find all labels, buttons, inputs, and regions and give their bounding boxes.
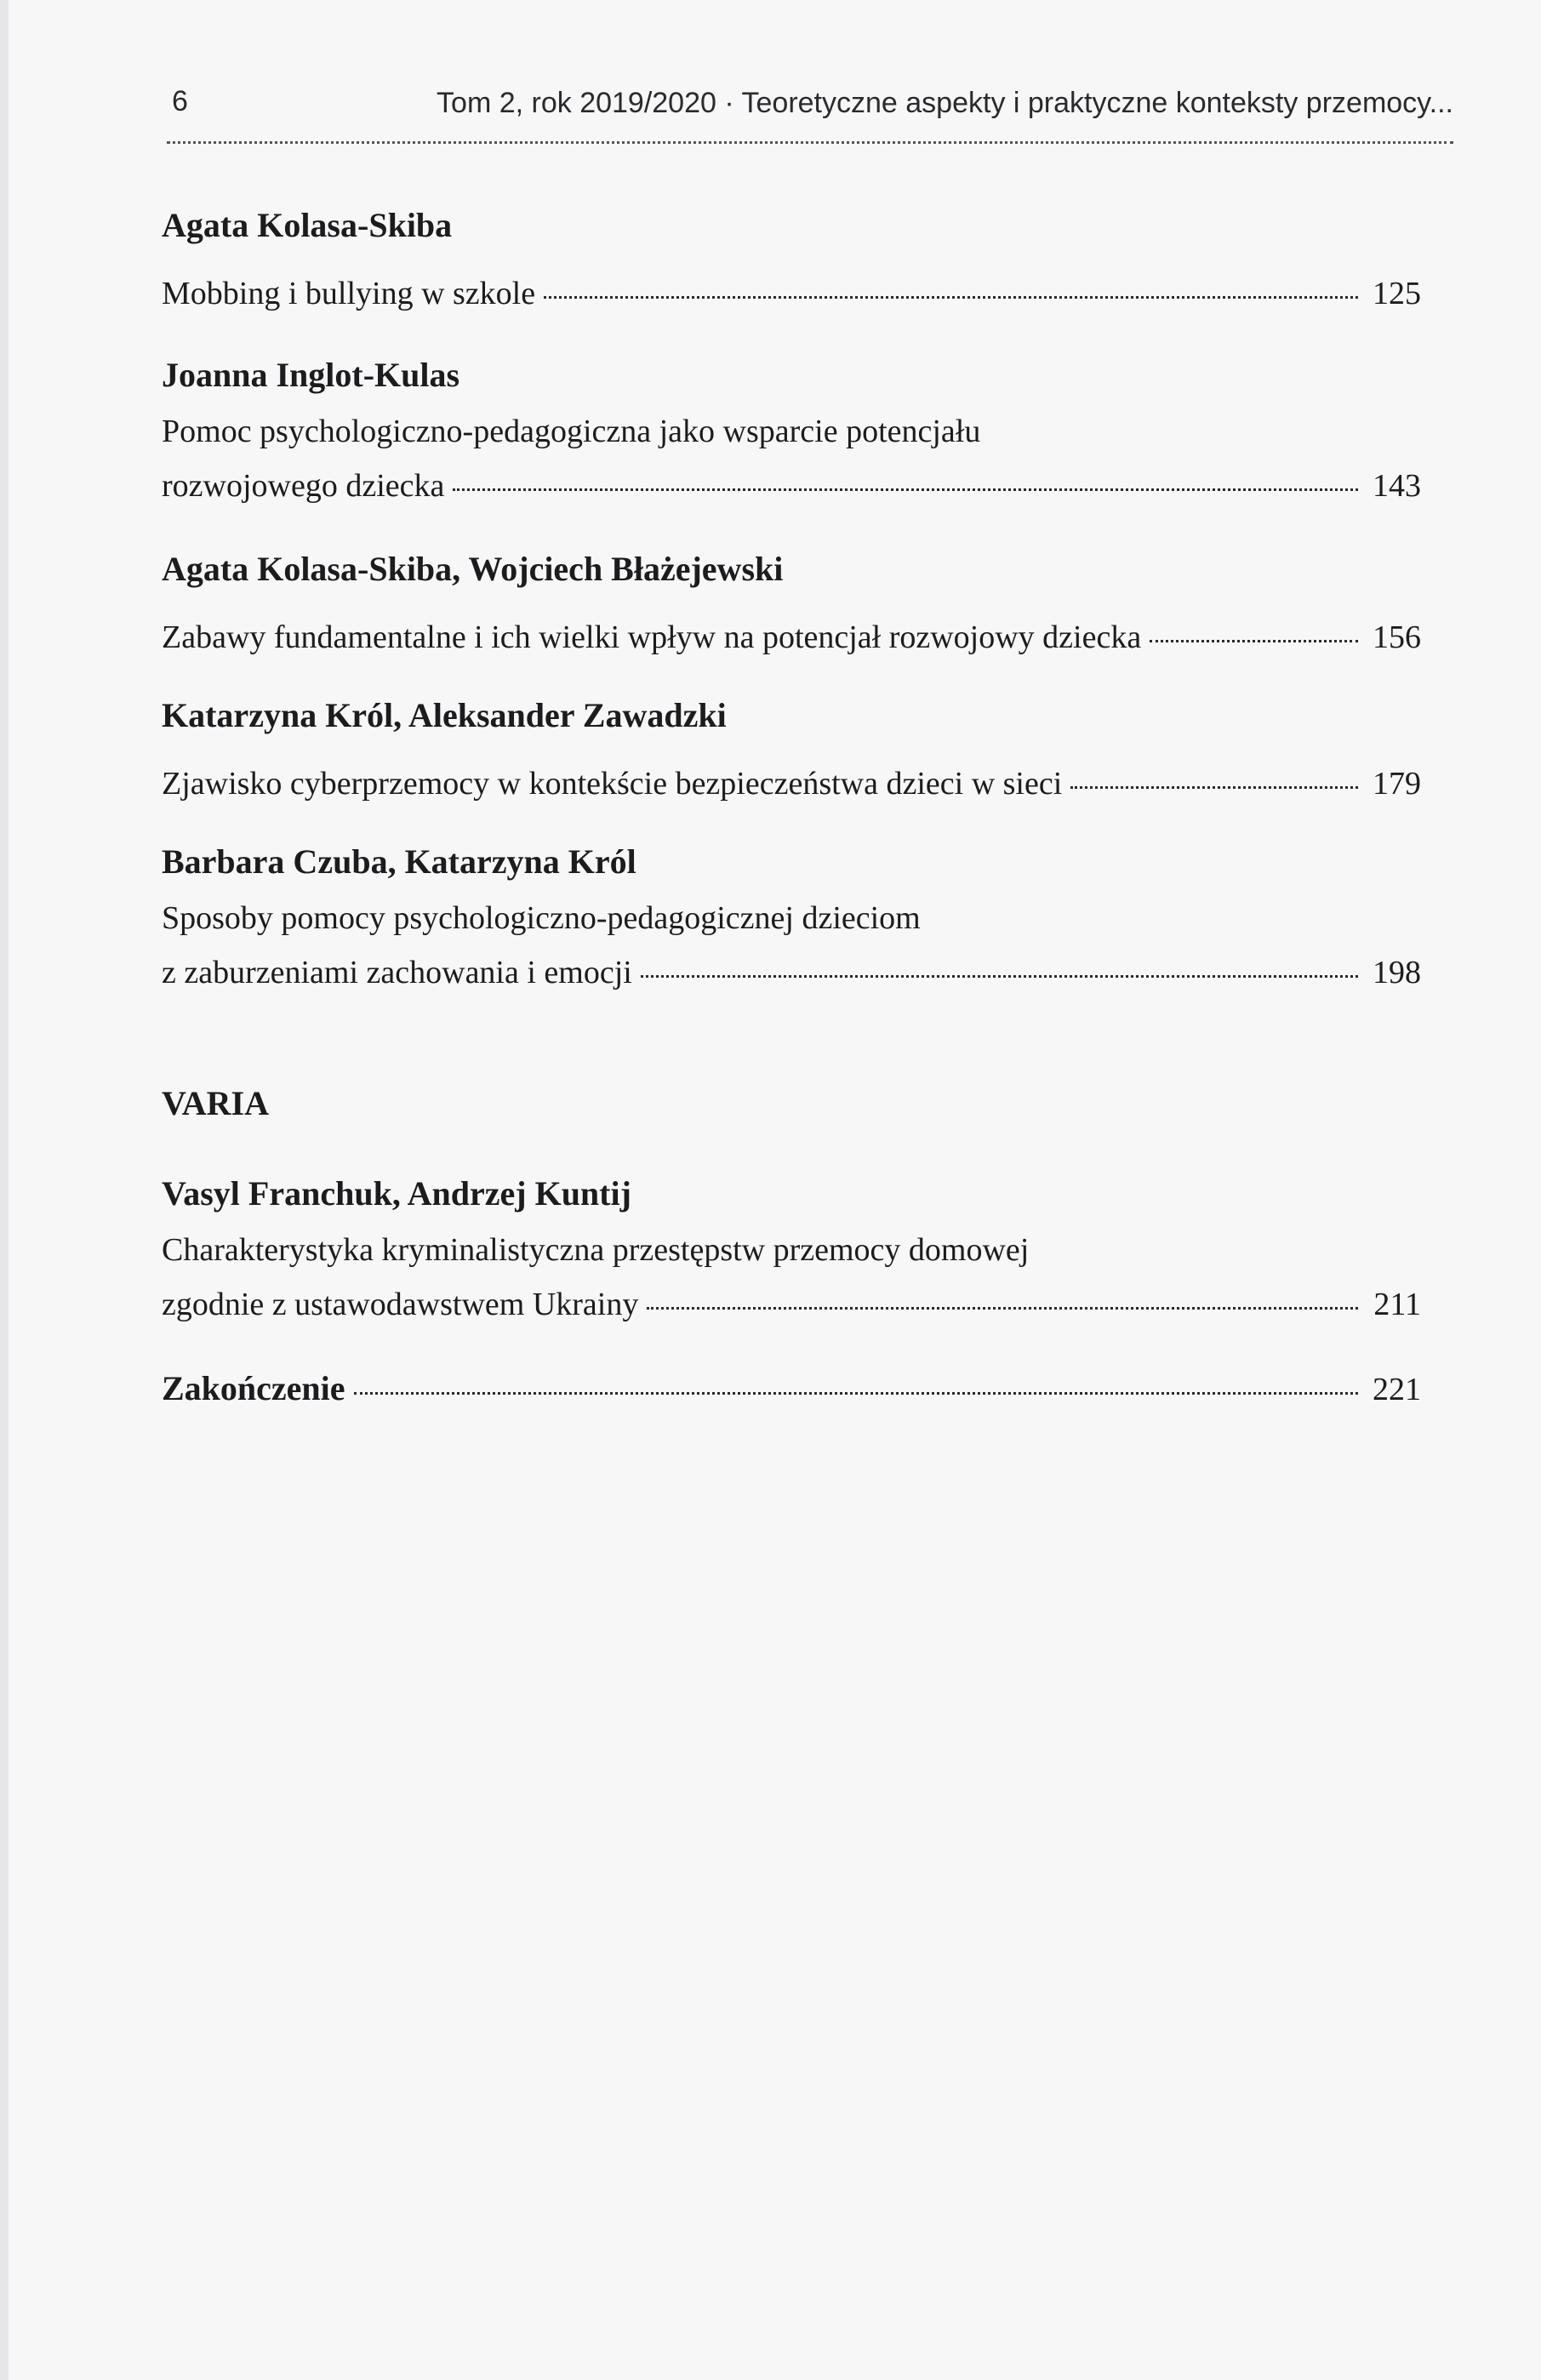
toc-entry-line[interactable] [162,751,1421,805]
toc-entry-author: Barbara Czuba, Katarzyna Król [162,842,636,881]
dot-leader [453,488,1358,491]
page-number: 6 [172,85,188,117]
toc-entry-title: rozwojowego dziecka [162,468,445,504]
toc-entry-line[interactable] [162,939,1421,994]
toc-entry-title-line: Sposoby pomocy psychologiczno-pedagogicznej dzieciom [162,900,921,936]
toc-entry-line[interactable] [162,1271,1421,1326]
toc-entry-title: Zabawy fundamentalne i ich wielki wpływ na potencjał rozwojowy dziecka [162,619,1142,655]
dot-leader [1150,640,1358,642]
dot-leader [647,1307,1358,1310]
toc-entry-page: 179 [1373,766,1421,802]
toc-entry-line[interactable] [162,604,1421,659]
dot-leader [641,975,1358,978]
toc-entry-closing [162,1356,1421,1411]
toc-entry [162,1173,1421,1326]
scan-edge [0,0,9,2380]
toc-entry-page: 143 [1373,468,1421,504]
toc-entry-page: 221 [1373,1372,1421,1407]
toc-entry-title-line: Pomoc psychologiczno-pedagogiczna jako wsparcie potencjału [162,414,981,449]
toc-entry-author: Katarzyna Król, Aleksander Zawadzki [162,696,727,734]
toc-entry [162,548,1421,659]
toc-entry-page: 211 [1373,1287,1421,1322]
toc-entry-author: Joanna Inglot-Kulas [162,356,460,394]
toc-entry-page: 125 [1373,276,1421,311]
toc-entry-line[interactable] [162,1356,1421,1411]
header-dotted-rule [167,141,1453,144]
toc-entry-title: z zaburzeniami zachowania i emocji [162,955,632,990]
toc-entry [162,354,1421,507]
toc-entry-author: Vasyl Franchuk, Andrzej Kuntij [162,1174,631,1213]
toc-entry-title-line: Charakterystyka kryminalistyczna przestępstw przemocy domowej [162,1232,1030,1268]
toc-entry [162,694,1421,805]
toc-entry-line[interactable] [162,260,1421,315]
toc-entry-title: Mobbing i bullying w szkole [162,276,536,311]
dot-leader [1070,786,1358,789]
dot-leader [354,1392,1358,1395]
toc-entry-title: zgodnie z ustawodawstwem Ukrainy [162,1287,639,1322]
toc-entry-page: 198 [1373,955,1421,990]
running-title: Tom 2, rok 2019/2020 · Teoretyczne aspekty i praktyczne konteksty przemocy... [437,87,1453,119]
toc-entry [162,841,1421,994]
running-header [167,85,1453,146]
toc-entry [162,204,1421,315]
toc-entry-page: 156 [1373,619,1421,655]
dot-leader [544,296,1358,299]
toc-closing-label: Zakończenie [162,1369,345,1407]
toc-entry-author: Agata Kolasa-Skiba, Wojciech Błażejewski [162,550,784,588]
section-heading-varia: VARIA [162,1084,269,1122]
toc-entry-author: Agata Kolasa-Skiba [162,206,453,244]
toc-entry-title: Zjawisko cyberprzemocy w kontekście bezpieczeństwa dzieci w sieci [162,766,1063,802]
toc-entry-line[interactable] [162,453,1421,507]
